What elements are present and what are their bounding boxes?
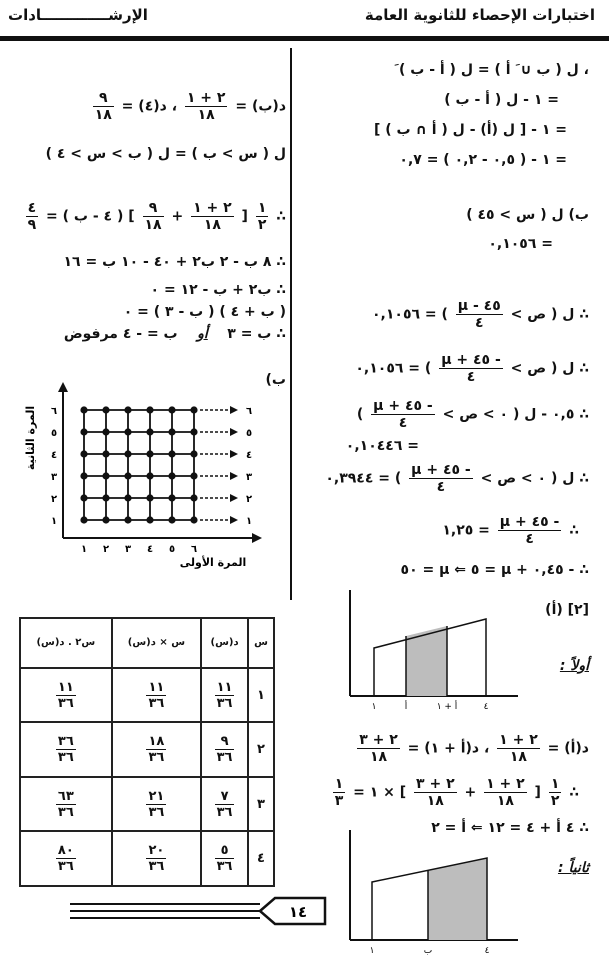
grid-x-tick: ٦ — [190, 544, 198, 555]
fraction: $\frac{٢ + ١}{١٨}$ — [486, 776, 525, 809]
table-cell — [20, 777, 112, 832]
table-row — [20, 668, 274, 723]
grid-point — [168, 406, 175, 413]
eq-z-2: ∴ ل ( ص > $\frac{- ٤٥ + \mu}{٤}$ ) = ٠,١٠٥٦ — [355, 352, 589, 385]
fraction: $\frac{١}{٢}$ — [257, 200, 267, 233]
fraction: $\frac{٢ + ١}{١٨}$ — [193, 200, 232, 233]
fraction: $\frac{٦٣}{٣٦}$ — [57, 788, 74, 820]
grid-y-tick: ١ — [50, 516, 58, 527]
arrow-head — [230, 428, 238, 436]
eq-line-2: = ١ - ل ( أ - ب ) — [444, 92, 559, 108]
grid-point — [146, 406, 153, 413]
fraction: $\frac{٥}{٣٦}$ — [216, 843, 233, 875]
eq-d-a: د(أ) = $\frac{٢ + ١}{١٨}$ ، د(أ + ١) = $\frac{٢ + ٣}{١٨}$ — [359, 732, 589, 765]
fraction: $\frac{١}{٣}$ — [334, 776, 344, 809]
left-eq-7: ∴ ب = ٣ أو ب = - ٤ مرفوض — [63, 326, 286, 342]
grid-x-tick: ٢ — [102, 544, 110, 555]
table-cell — [112, 831, 201, 886]
grid-point — [190, 516, 197, 523]
grid-point — [102, 450, 109, 457]
grid-x-tick: ١ — [80, 544, 88, 555]
grid-y-tick: ٢ — [50, 494, 58, 505]
grid-point — [102, 494, 109, 501]
grid-point — [124, 428, 131, 435]
eq-a-result: ∴ ٤ أ + ٤ = ١٢ ⇐ أ = ٢ — [431, 820, 589, 836]
fraction: $\frac{٣٦}{٣٦}$ — [57, 734, 74, 766]
grid-point — [146, 516, 153, 523]
eq-z-5: ∴ ل ( ٠ > ص > $\frac{- ٤٥ + \mu}{٤}$ ) = ٠,٣٩٤٤ — [325, 462, 589, 495]
grid-point — [190, 428, 197, 435]
arrow-head — [230, 494, 238, 502]
column-divider — [290, 48, 292, 600]
table-cell — [20, 722, 112, 777]
grid-point — [80, 472, 87, 479]
table-cell — [201, 722, 248, 777]
grid-point — [124, 516, 131, 523]
fraction: $\frac{- ٤٥ + \mu}{٤}$ — [441, 352, 501, 385]
grid-point — [190, 406, 197, 413]
header-left-title: الإرشـــــــــــــادات — [8, 6, 148, 24]
grid-y-label: المرة الثانية — [24, 405, 37, 471]
first-label: أولاً : — [559, 658, 589, 674]
grid-y-tick: ٤ — [50, 450, 58, 461]
eq-z-6: ∴ $\frac{- ٤٥ + \mu}{٤}$ = ١,٢٥ — [442, 514, 579, 547]
grid-point — [168, 428, 175, 435]
graph2-tick-1: ١ — [369, 946, 375, 956]
page-number: ١٤ — [288, 903, 308, 921]
grid-x-tick: ٤ — [146, 544, 154, 555]
grid-point — [146, 450, 153, 457]
grid-point — [80, 406, 87, 413]
fraction: $\frac{٢ + ١}{١٨}$ — [186, 90, 226, 123]
grid-y-tick: ٦ — [50, 406, 58, 417]
page-number-banner — [70, 894, 340, 930]
table-cell — [112, 668, 201, 723]
eq-z-4: = ٠,١٠٤٤٦ — [345, 438, 419, 454]
table-cell — [112, 722, 201, 777]
question-2a-label: [٢] (أ) — [545, 602, 589, 618]
left-eq-2: ل ( س > ب ) = ل ( ب > س > ٤ ) — [45, 146, 286, 162]
table-cell — [201, 668, 248, 723]
graph1-tick-4: ٤ — [483, 702, 489, 712]
table-cell: ٤ — [248, 831, 274, 886]
left-eq-1: د(ب) = $\frac{٢ + ١}{١٨}$ ، د(٤) = $\frac{٩}{١٨}$ — [94, 90, 286, 123]
fraction: $\frac{٧}{٣٦}$ — [216, 788, 233, 820]
grid-row-label: ٢ — [246, 494, 253, 505]
grid-row-label: ١ — [246, 516, 253, 527]
fraction: $\frac{١١}{٣٦}$ — [148, 679, 165, 711]
eq-line-4: = ١ - ( ٠,٥ - ٠,٢ ) = ٠,٧ — [399, 152, 567, 168]
table-header: س — [248, 618, 274, 668]
graph2-tick-4: ٤ — [484, 946, 490, 956]
grid-point — [102, 428, 109, 435]
fraction: $\frac{- ٤٥ + \mu}{٤}$ — [373, 398, 433, 431]
fraction: $\frac{٢ + ١}{١٨}$ — [499, 732, 538, 765]
grid-point — [80, 494, 87, 501]
grid-point — [124, 406, 131, 413]
grid-x-tick: ٥ — [168, 544, 176, 555]
sample-space-grid — [8, 380, 268, 580]
grid-point — [168, 450, 175, 457]
grid-row-label: ٤ — [246, 450, 253, 461]
table-cell: ٣ — [248, 777, 274, 832]
grid-y-tick: ٣ — [50, 472, 58, 483]
table-header: س × د(س) — [112, 618, 201, 668]
grid-row-label: ٦ — [246, 406, 253, 417]
fraction: $\frac{٢ + ٣}{١٨}$ — [416, 776, 455, 809]
grid-y-tick: ٥ — [50, 428, 58, 439]
grid-row-label: ٣ — [246, 472, 253, 483]
grid-row-label: ٥ — [246, 428, 253, 439]
eq-part-b: ب) ل ( س > ٤٥ ) — [466, 207, 589, 223]
grid-point — [80, 428, 87, 435]
fraction: $\frac{٩}{٣٦}$ — [216, 734, 233, 766]
grid-point — [124, 472, 131, 479]
table-cell — [201, 777, 248, 832]
table-row — [20, 722, 274, 777]
table-cell — [20, 831, 112, 886]
left-eq-4: ∴ ٨ ب - ٢ ب٢ + ٤٠ - ١٠ ب = ١٦ — [63, 254, 286, 270]
graph1-tick-a: أ — [404, 702, 408, 712]
eq-area: ∴ $\frac{١}{٢}$ [ $\frac{٢ + ١}{١٨}$ + $\frac{٢ + ٣}{١٨}$ ] × ١ = $\frac{١}{٣}$ — [334, 776, 579, 809]
fraction: $\frac{٨٠}{٣٦}$ — [57, 843, 74, 875]
grid-x-tick: ٣ — [124, 544, 132, 555]
fraction: $\frac{٩}{١٨}$ — [144, 200, 162, 233]
left-part-b: ب) — [265, 372, 286, 388]
table-cell — [112, 777, 201, 832]
fraction: $\frac{٤٥ - \mu}{٤}$ — [457, 298, 501, 331]
graph1-tick-1: ١ — [371, 702, 377, 712]
grid-point — [102, 472, 109, 479]
left-eq-3: ∴ $\frac{١}{٢}$ [ $\frac{٢ + ١}{١٨}$ + $\frac{٩}{١٨}$ ] ( ٤ - ب ) = $\frac{٤}{٩}$ — [27, 200, 286, 233]
grid-point — [80, 450, 87, 457]
grid-point — [146, 428, 153, 435]
grid-point — [124, 450, 131, 457]
fraction: $\frac{- ٤٥ + \mu}{٤}$ — [499, 514, 560, 547]
arrow-head — [230, 450, 238, 458]
eq-part-b-value: = ٠,١٠٥٦ — [488, 236, 553, 252]
table-header: د(س) — [201, 618, 248, 668]
eq-line-3: = ١ - [ ل (أ) - ل ( أ ∩ ب ) ] — [374, 122, 567, 138]
fraction: $\frac{١١}{٣٦}$ — [216, 679, 233, 711]
fraction: $\frac{- ٤٥ + \mu}{٤}$ — [411, 462, 471, 495]
table-row — [20, 831, 274, 886]
left-eq-6: ( ب + ٤ ) ( ب - ٣ ) = ٠ — [123, 304, 286, 320]
table-cell: ١ — [248, 668, 274, 723]
header-right-title: اختبارات الإحصاء للثانوية العامة — [364, 6, 595, 24]
grid-point — [168, 472, 175, 479]
eq-mu-result: ∴ - ٠,٤٥ + μ = ٥ ⇐ μ = ٥٠ — [400, 562, 589, 578]
fraction: $\frac{٢٠}{٣٦}$ — [148, 843, 165, 875]
grid-point — [146, 472, 153, 479]
graph-first — [332, 588, 522, 712]
grid-point — [168, 494, 175, 501]
grid-point — [190, 494, 197, 501]
fraction: $\frac{٢ + ٣}{١٨}$ — [359, 732, 398, 765]
arrow-head — [230, 472, 238, 480]
table-header-row — [20, 618, 274, 668]
table-cell: ٢ — [248, 722, 274, 777]
table-row — [20, 777, 274, 832]
table-cell — [201, 831, 248, 886]
table-cell — [20, 668, 112, 723]
fraction: $\frac{١}{٢}$ — [550, 776, 560, 809]
fraction: $\frac{٢١}{٣٦}$ — [148, 788, 165, 820]
grid-point — [190, 472, 197, 479]
eq-z-1: ∴ ل ( ص > $\frac{٤٥ - \mu}{٤}$ ) = ٠,١٠٥٦ — [371, 298, 589, 331]
graph-second — [332, 826, 522, 956]
eq-line-1: ، ل ( ب ∪ َ أ ) = ل ( أ - ب ) َ — [394, 62, 589, 78]
arrow-head — [230, 406, 238, 414]
arrow-head — [230, 516, 238, 524]
eq-z-3: ∴ ٠,٥ - ل ( ٠ > ص > $\frac{- ٤٥ + \mu}{٤}$ ) — [356, 398, 589, 431]
probability-table — [19, 617, 275, 887]
grid-point — [102, 406, 109, 413]
second-label: ثانياً : — [557, 860, 589, 876]
grid-x-label: المرة الأولى — [179, 556, 247, 569]
grid-point — [102, 516, 109, 523]
header-rule — [0, 36, 609, 41]
graph2-tick-b: ب — [423, 946, 433, 956]
table-header: س٢ . د(س) — [20, 618, 112, 668]
left-eq-5: ∴ ب٢ + ب - ١٢ = ٠ — [150, 282, 286, 298]
grid-point — [124, 494, 131, 501]
fraction: $\frac{١١}{٣٦}$ — [57, 679, 74, 711]
grid-point — [190, 450, 197, 457]
grid-point — [146, 494, 153, 501]
grid-point — [80, 516, 87, 523]
fraction: $\frac{١٨}{٣٦}$ — [148, 734, 165, 766]
grid-point — [168, 516, 175, 523]
graph1-tick-a1: أ + ١ — [436, 702, 458, 712]
fraction: $\frac{٤}{٩}$ — [27, 200, 37, 233]
fraction: $\frac{٩}{١٨}$ — [94, 90, 112, 123]
